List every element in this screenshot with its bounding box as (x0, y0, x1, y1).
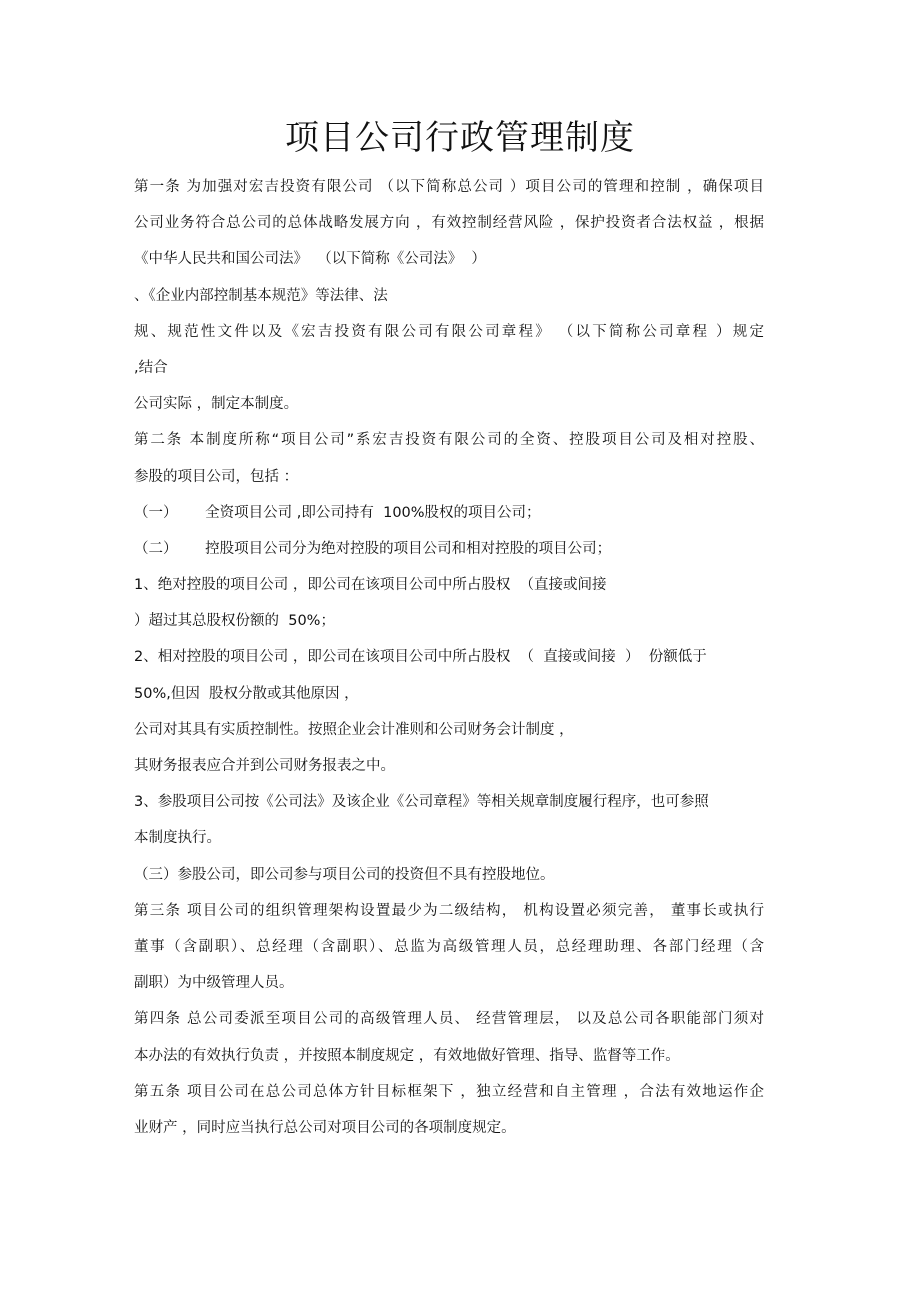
paragraph-line: （三）参股公司，即公司参与项目公司的投资但不具有控股地位。 (134, 866, 555, 883)
paragraph-line: 本办法的有效执行负责 ，并按照本制度规定 ，有效地做好管理、指导、监督等工作。 (134, 1047, 680, 1064)
paragraph-line: 第三条 项目公司的组织管理架构设置最少为二级结构， 机构设置必须完善， 董事长或执行 (134, 902, 764, 919)
paragraph-line: 公司对其具有实质控制性。按照企业会计准则和公司财务会计制度 ， (134, 721, 574, 738)
paragraph-line: 1、绝对控股的项目公司 ，即公司在该项目公司中所占股权 （直接或间接 (134, 577, 607, 594)
paragraph-line: 2、相对控股的项目公司 ，即公司在该项目公司中所占股权 （ 直接或间接 ） 份额低于 (134, 649, 707, 666)
paragraph-line: 董事（含副职）、总经理（含副职）、总监为高级管理人员，总经理助理、各部门经理（含 (134, 938, 764, 955)
paragraph-line: （一） 全资项目公司 ,即公司持有 100%股权的项目公司； (134, 504, 541, 521)
paragraph-line: 副职）为中级管理人员。 (134, 975, 294, 992)
document-body (134, 169, 764, 1146)
paragraph-line: 业财产 ，同时应当执行总公司对项目公司的各项制度规定。 (134, 1119, 516, 1136)
paragraph-line: 、《企业内部控制基本规范》等法律、法 (134, 287, 388, 304)
paragraph-line: 参股的项目公司，包括 ： (134, 468, 299, 485)
paragraph-line: 第二条 本制度所称“项目公司”系宏吉投资有限公司的全资、控股项目公司及相对控股、 (134, 432, 764, 449)
paragraph-line: 《中华人民共和国公司法》 （以下简称《公司法》 ） (134, 251, 486, 268)
paragraph-line: 第五条 项目公司在总公司总体方针目标框架下 ，独立经营和自主管理 ，合法有效地运作企 (134, 1083, 764, 1100)
paragraph-line: ）超过其总股权份额的 50%； (134, 613, 335, 630)
paragraph-line: 3、参股项目公司按《公司法》及该企业《公司章程》等相关规章制度履行程序，也可参照 (134, 794, 709, 811)
paragraph-line: （二） 控股项目公司分为绝对控股的项目公司和相对控股的项目公司； (134, 540, 612, 557)
paragraph-line: 50%,但因 股权分散或其他原因 ， (134, 685, 359, 702)
paragraph-line: 公司实际 ，制定本制度。 (134, 396, 299, 413)
paragraph-line: ,结合 (134, 359, 168, 376)
paragraph-line: 规、规范性文件以及《宏吉投资有限公司有限公司章程》 （以下简称公司章程 ）规定 (134, 323, 764, 340)
paragraph-line: 第一条 为加强对宏吉投资有限公司 （以下简称总公司 ）项目公司的管理和控制 ，确保项目 (134, 179, 764, 195)
paragraph-line: 其财务报表应合并到公司财务报表之中。 (134, 758, 395, 774)
document-title: 项目公司行政管理制度 (285, 118, 635, 158)
paragraph-line: 公司业务符合总公司的总体战略发展方向 ，有效控制经营风险 ，保护投资者合法权益 ，根据 (134, 215, 764, 232)
paragraph-line: 本制度执行。 (134, 830, 221, 847)
paragraph-line: 第四条 总公司委派至项目公司的高级管理人员、 经营管理层， 以及总公司各职能部门须对 (134, 1011, 764, 1028)
